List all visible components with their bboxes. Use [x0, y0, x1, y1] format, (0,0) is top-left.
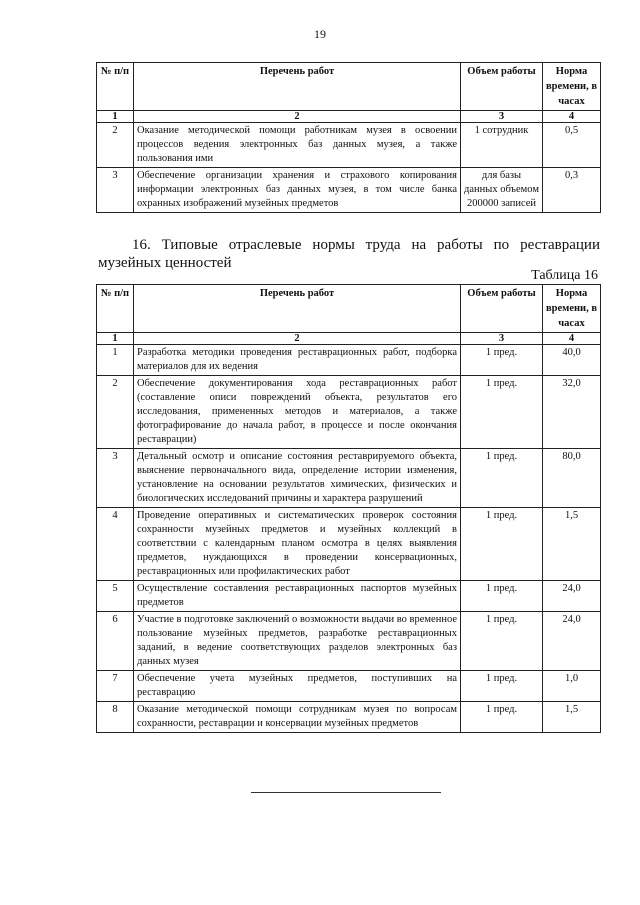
row-number: 5: [97, 581, 134, 612]
header-num: № п/п: [97, 285, 134, 333]
time-norm: 0,5: [543, 123, 601, 168]
column-numbers-row: [97, 333, 601, 345]
section-16-heading: 16. Типовые отраслевые нормы труда на работы по реставрации музейных ценностей: [98, 237, 600, 271]
column-number: 1: [97, 333, 134, 345]
work-volume: 1 пред.: [461, 612, 543, 671]
row-number: 4: [97, 508, 134, 581]
work-volume: 1 сотрудник: [461, 123, 543, 168]
work-description: Участие в подготовке заключений о возможности выдачи во временное пользование музейных предметов, разработке реставрационных заданий, в ведение соответствующих разделов электронных баз данных музея: [134, 612, 461, 671]
column-number: 3: [461, 333, 543, 345]
time-norm: 1,0: [543, 671, 601, 702]
time-norm: 24,0: [543, 581, 601, 612]
work-description: Оказание методической помощи сотрудникам музея по вопросам сохранности, реставрации и консервации музейных предметов: [134, 702, 461, 733]
time-norm: 32,0: [543, 376, 601, 449]
table-row: [97, 168, 601, 213]
row-number: 2: [97, 123, 134, 168]
column-number: 3: [461, 111, 543, 123]
work-volume: для базы данных объемом 200000 записей: [461, 168, 543, 213]
table-row: [97, 612, 601, 671]
page-number: 19: [314, 27, 326, 41]
header-volume: Объем работы: [461, 63, 543, 111]
row-number: 2: [97, 376, 134, 449]
column-number: 2: [134, 333, 461, 345]
table-row: [97, 702, 601, 733]
table-row: [97, 376, 601, 449]
time-norm: 80,0: [543, 449, 601, 508]
column-number: 2: [134, 111, 461, 123]
time-norm: 40,0: [543, 345, 601, 376]
work-volume: 1 пред.: [461, 702, 543, 733]
work-description: Детальный осмотр и описание состояния реставрируемого объекта, выяснение первоначального вида, определение истории изменения, установление на основании результатов химических, физических и биологических исследований причины и характера разрушений: [134, 449, 461, 508]
table-15-continued: [96, 62, 601, 213]
table-row: [97, 581, 601, 612]
work-description: Обеспечение документирования хода реставрационных работ (составление описи повреждений объекта, результатов его исследования, примененных методов и материалов, а также фотографирование до начала работ, в процессе и после окончания реставрации): [134, 376, 461, 449]
time-norm: 1,5: [543, 702, 601, 733]
row-number: 3: [97, 168, 134, 213]
header-work: Перечень работ: [134, 285, 461, 333]
time-norm: 24,0: [543, 612, 601, 671]
row-number: 7: [97, 671, 134, 702]
row-number: 8: [97, 702, 134, 733]
header-norm: Норма времени, в часах: [543, 63, 601, 111]
table-row: [97, 123, 601, 168]
work-volume: 1 пред.: [461, 449, 543, 508]
table-16: [96, 284, 601, 733]
row-number: 3: [97, 449, 134, 508]
header-work: Перечень работ: [134, 63, 461, 111]
header-norm: Норма времени, в часах: [543, 285, 601, 333]
work-volume: 1 пред.: [461, 345, 543, 376]
work-description: Оказание методической помощи работникам музея в освоении процессов ведения электронных баз данных музея, а также пользования ими: [134, 123, 461, 168]
work-description: Разработка методики проведения реставрационных работ, подборка материалов для их ведения: [134, 345, 461, 376]
column-number: 4: [543, 333, 601, 345]
work-description: Обеспечение учета музейных предметов, поступивших на реставрацию: [134, 671, 461, 702]
work-volume: 1 пред.: [461, 376, 543, 449]
work-description: Осуществление составления реставрационных паспортов музейных предметов: [134, 581, 461, 612]
table-row: [97, 449, 601, 508]
work-volume: 1 пред.: [461, 508, 543, 581]
work-description: Обеспечение организации хранения и страхового копирования информации электронных баз данных музея, в том числе банка охранных изображений музейных предметов: [134, 168, 461, 213]
table-row: [97, 671, 601, 702]
row-number: 6: [97, 612, 134, 671]
work-volume: 1 пред.: [461, 581, 543, 612]
time-norm: 0,3: [543, 168, 601, 213]
header-num: № п/п: [97, 63, 134, 111]
header-volume: Объем работы: [461, 285, 543, 333]
table-16-caption: Таблица 16: [531, 268, 598, 283]
work-description: Проведение оперативных и систематических проверок состояния сохранности музейных предметов и музейных коллекций в соответствии с календарным планом осмотра в целях выявления предметов, нуждающихся в проведении консервационных, реставрационных или профилактических работ: [134, 508, 461, 581]
header-row: [97, 285, 601, 333]
time-norm: 1,5: [543, 508, 601, 581]
column-numbers-row: [97, 111, 601, 123]
row-number: 1: [97, 345, 134, 376]
column-number: 1: [97, 111, 134, 123]
work-volume: 1 пред.: [461, 671, 543, 702]
header-row: [97, 63, 601, 111]
table-row: [97, 345, 601, 376]
column-number: 4: [543, 111, 601, 123]
footer-divider: [251, 792, 441, 793]
table-row: [97, 508, 601, 581]
